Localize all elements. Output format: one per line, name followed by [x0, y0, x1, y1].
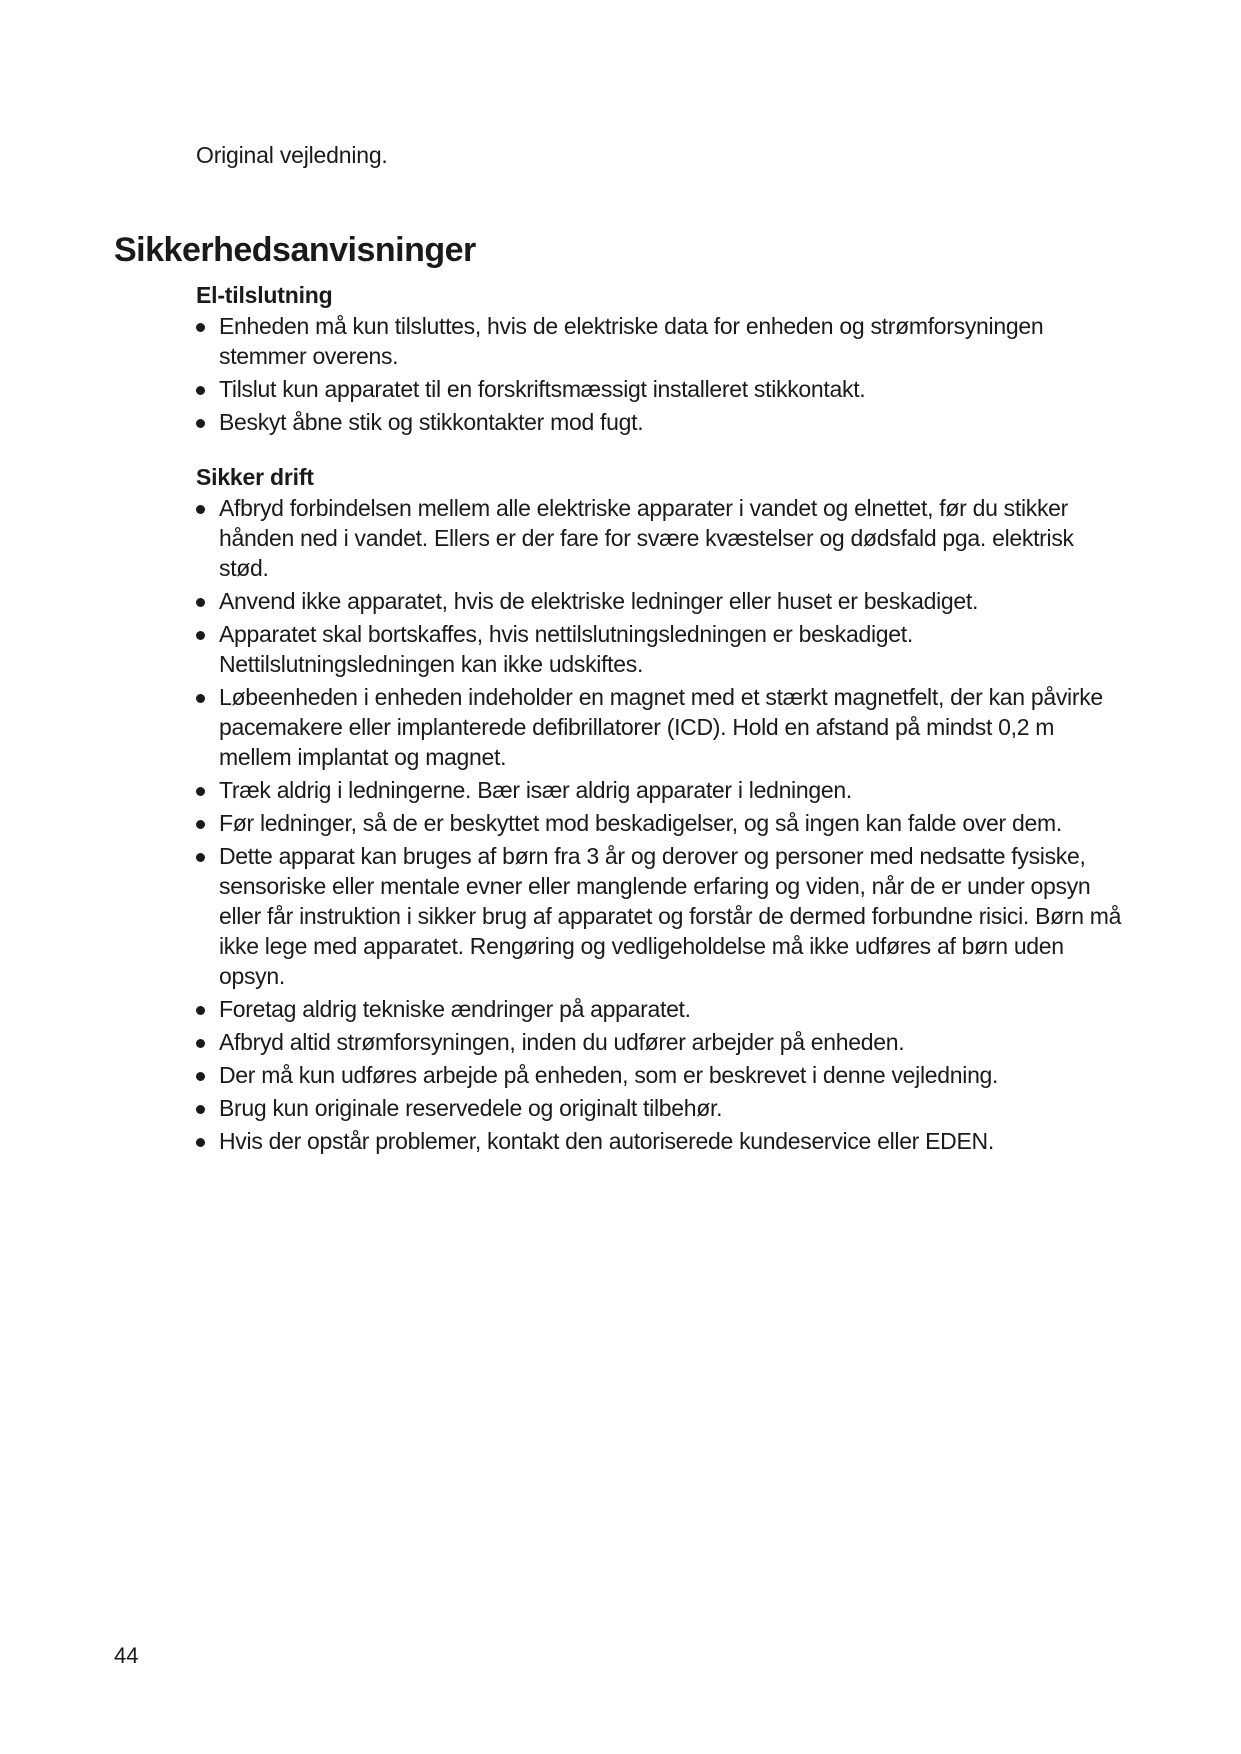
- section-heading: El-tilslutning: [196, 282, 333, 308]
- list-item: Apparatet skal bortskaffes, hvis nettilslutningsledningen er beskadiget. Nettilslutningsledningen kan ikke udskiftes.: [196, 619, 1126, 679]
- list-item: Brug kun originale reservedele og originalt tilbehør.: [196, 1093, 1126, 1123]
- list-item: Tilslut kun apparatet til en forskriftsmæssigt installeret stikkontakt.: [196, 374, 1126, 404]
- page-number: 44: [114, 1643, 139, 1668]
- bullet-list: [196, 311, 1126, 437]
- list-item: Før ledninger, så de er beskyttet mod beskadigelser, og så ingen kan falde over dem.: [196, 808, 1126, 838]
- page-title: Sikkerhedsanvisninger: [114, 231, 476, 269]
- section-el-tilslutning: [196, 280, 1126, 440]
- section-sikker-drift: [196, 462, 1126, 1159]
- list-item: Afbryd forbindelsen mellem alle elektriske apparater i vandet og elnettet, før du stikker hånden ned i vandet. Ellers er der fare for svære kvæstelser og dødsfald pga. elektrisk stød.: [196, 493, 1126, 583]
- intro-text: Original vejledning.: [196, 142, 388, 168]
- list-item: Dette apparat kan bruges af børn fra 3 år og derover og personer med nedsatte fysiske, sensoriske eller mentale evner eller manglende erfaring og viden, når de er under opsyn eller får instruktion i sikker brug af apparatet og forstår de dermed forbundne risici. Børn må ikke lege med apparatet. Rengøring og vedligeholdelse må ikke udføres af børn uden opsyn.: [196, 841, 1126, 991]
- list-item: Der må kun udføres arbejde på enheden, som er beskrevet i denne vejledning.: [196, 1060, 1126, 1090]
- list-item: Enheden må kun tilsluttes, hvis de elektriske data for enheden og strømforsyningen stemmer overens.: [196, 311, 1126, 371]
- list-item: Træk aldrig i ledningerne. Bær især aldrig apparater i ledningen.: [196, 775, 1126, 805]
- section-heading: Sikker drift: [196, 464, 314, 490]
- list-item: Foretag aldrig tekniske ændringer på apparatet.: [196, 994, 1126, 1024]
- list-item: Løbeenheden i enheden indeholder en magnet med et stærkt magnetfelt, der kan påvirke pacemakere eller implanterede defibrillatorer (ICD). Hold en afstand på mindst 0,2 m mellem implantat og magnet.: [196, 682, 1126, 772]
- list-item: Hvis der opstår problemer, kontakt den autoriserede kundeservice eller EDEN.: [196, 1126, 1126, 1156]
- list-item: Anvend ikke apparatet, hvis de elektriske ledninger eller huset er beskadiget.: [196, 586, 1126, 616]
- list-item: Afbryd altid strømforsyningen, inden du udfører arbejder på enheden.: [196, 1027, 1126, 1057]
- list-item: Beskyt åbne stik og stikkontakter mod fugt.: [196, 407, 1126, 437]
- bullet-list: [196, 493, 1126, 1156]
